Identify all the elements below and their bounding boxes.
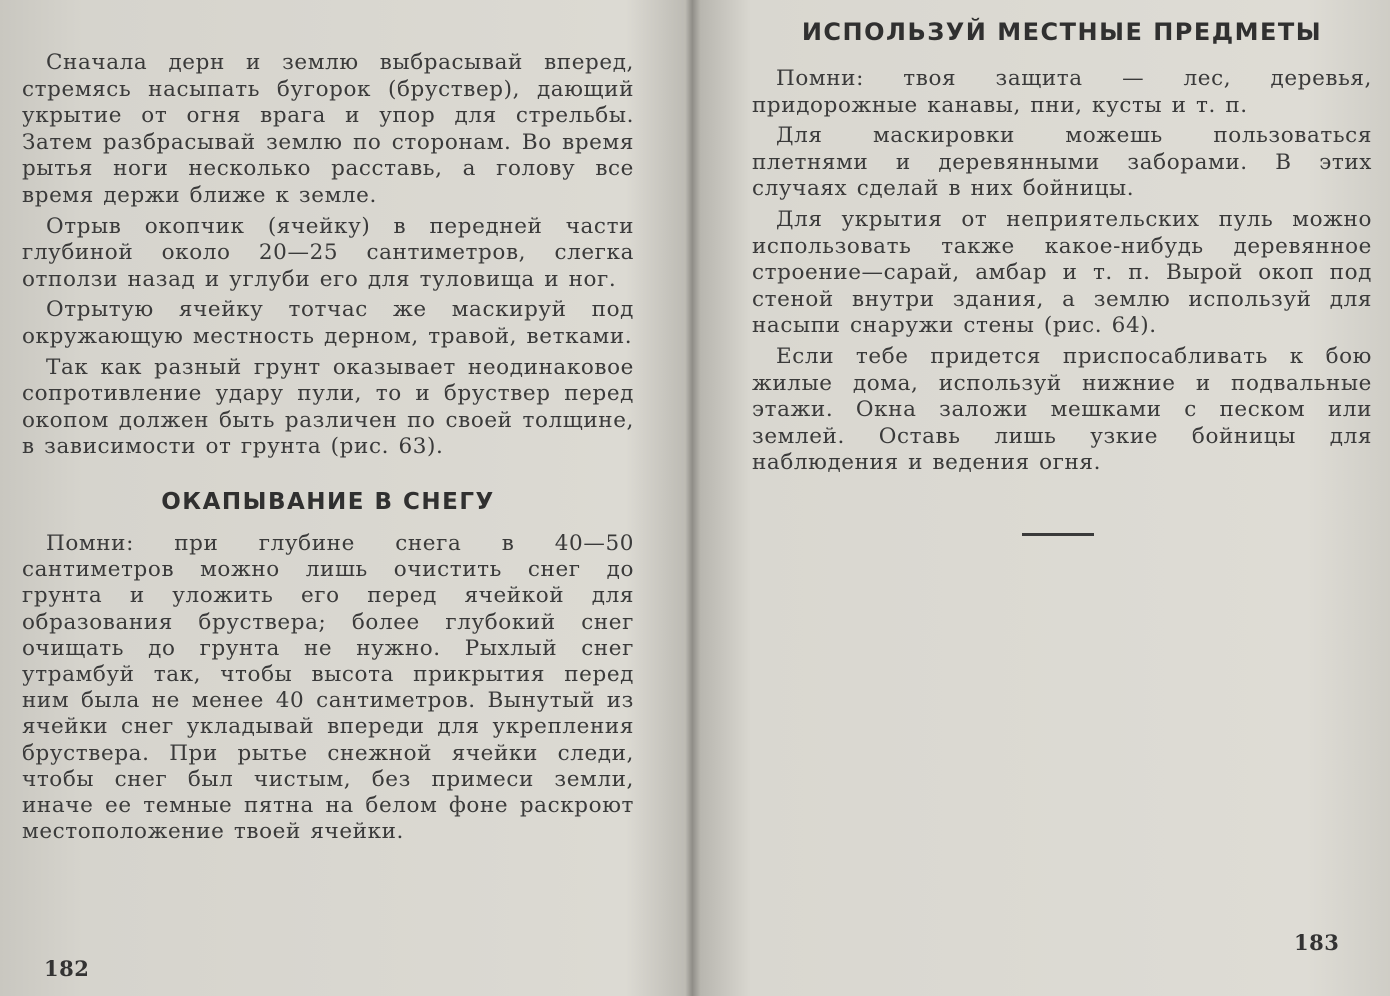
right-page <box>700 0 1390 996</box>
paragraph: Так как разный грунт оказывает неодинаковое сопротивление удару пули, то и бруствер перед окопом должен быть различен по своей толщине, в зависимости от грунта (рис. 63). <box>22 354 634 460</box>
section-heading-local-objects: ИСПОЛЬЗУЙ МЕСТНЫЕ ПРЕДМЕТЫ <box>801 18 1323 46</box>
section-end-divider <box>1022 533 1094 536</box>
paragraph: Помни: твоя защита — лес, деревья, придорожные канавы, пни, кусты и т. п. <box>752 66 1372 118</box>
snow-section <box>22 531 634 845</box>
page-number-right: 183 <box>1294 930 1340 955</box>
section-heading-snow: ОКАПЫВАНИЕ В СНЕГУ <box>161 488 495 515</box>
paragraph: Помни: при глубине снега в 40—50 сантиметров можно лишь очистить снег до грунта и уложить его перед ячейкой для образования бруствера; более глубокий снег очищать до грунта не нужно. Рыхлый снег утрамбуй так, чтобы высота прикрытия перед ним была не менее 40 сантиметров. Вынутый из ячейки снег укладывай впереди для укрепления бруствера. При рытье снежной ячейки следи, чтобы снег был чистым, без примеси земли, иначе ее темные пятна на белом фоне раскроют местоположение твоей ячейки. <box>22 530 634 845</box>
paragraph: Отрытую ячейку тотчас же маскируй под окружающую местность дерном, травой, ветками. <box>22 297 634 349</box>
paragraph: Для маскировки можешь пользоваться плетнями и деревянными заборами. В этих случаях сделай в них бойницы. <box>752 123 1372 202</box>
left-page <box>0 0 690 996</box>
page-number-left: 182 <box>44 956 90 981</box>
paragraph: Для укрытия от неприятельских пуль можно использовать также какое-нибудь деревянное строение—сарай, амбар и т. п. Вырой окоп под стеной внутри здания, а землю используй для насыпи снаружи стены (рис. 64). <box>752 206 1372 339</box>
paragraph: Отрыв окопчик (ячейку) в передней части глубиной около 20—25 сантиметров, слегка отползи назад и углуби его для туловища и ног. <box>22 213 634 292</box>
paragraph: Сначала дерн и землю выбрасывай вперед, стремясь насыпать бугорок (бруствер), дающий укрытие от огня врага и упор для стрельбы. Затем разбрасывай землю по сторонам. Во время рытья ноги несколько расставь, а голову все время держи ближе к земле. <box>22 50 634 208</box>
paragraph: Если тебе придется приспосабливать к бою жилые дома, используй нижние и подвальные этажи. Окна заложи мешками с песком или землей. Оставь лишь узкие бойницы для наблюдения и ведения огня. <box>752 343 1372 476</box>
